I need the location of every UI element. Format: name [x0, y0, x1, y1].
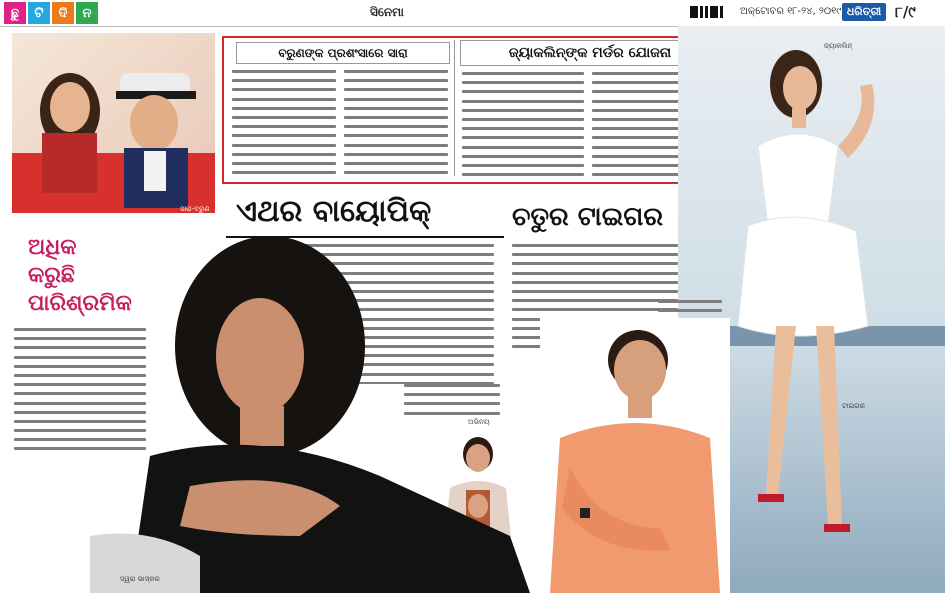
tiger-headline: ଚତୁର ଟାଇଗର: [512, 202, 664, 232]
tiger-photo: [540, 318, 730, 593]
sara-story-text: [232, 70, 336, 174]
masthead-letter: ଦି: [52, 2, 74, 24]
photo-caption: ଟାଇଗର: [842, 402, 865, 410]
photo-caption: ସ୍ୱରା ଭାସ୍କର: [120, 575, 160, 583]
biopic-headline: ଏଥର ବାୟୋପିକ୍: [236, 194, 432, 229]
swara-headline-line: କରୁଛି: [28, 263, 75, 288]
header-bars: [690, 6, 732, 18]
swara-headline-line: ପାରିଶ୍ରମିକ: [28, 291, 132, 316]
jacqueline-story-text: [462, 72, 584, 176]
photo-caption: ଅଭିନୟ: [468, 418, 490, 426]
masthead-logo: [4, 2, 154, 24]
sara-story-text: [344, 70, 448, 174]
photo-caption: ସାରା-ବରୁଣ: [180, 205, 210, 213]
page-number: ୮/୯: [895, 3, 916, 21]
sara-varun-photo: [12, 33, 215, 213]
photo-caption: ଜ୍ୟାକଲିନ୍: [824, 42, 853, 50]
masthead-letter: ଟି: [28, 2, 50, 24]
sara-headline: ବରୁଣଙ୍କ ପ୍ରଶଂସାରେ ସାରା: [278, 46, 408, 60]
sara-headline-box: [236, 42, 450, 64]
section-title: ସିନେମା: [370, 5, 404, 19]
issue-date: ଅକ୍ଟୋବର ୧୮-୨୪, ୨୦୧୯: [740, 6, 842, 17]
jacqueline-headline: ଜ୍ୟାକଲିନ୍‌ଙ୍କ ମର୍ଡର ଯୋଜନା: [508, 45, 672, 61]
swara-photo: [90, 236, 560, 593]
masthead-letter: ନ: [76, 2, 98, 24]
masthead-letter: ଛୁ: [4, 2, 26, 24]
swara-headline-line: ଅଧିକ: [28, 235, 77, 260]
column-divider: [454, 40, 455, 176]
brand-logo: ଧରିତ୍ରୀ: [842, 3, 886, 21]
